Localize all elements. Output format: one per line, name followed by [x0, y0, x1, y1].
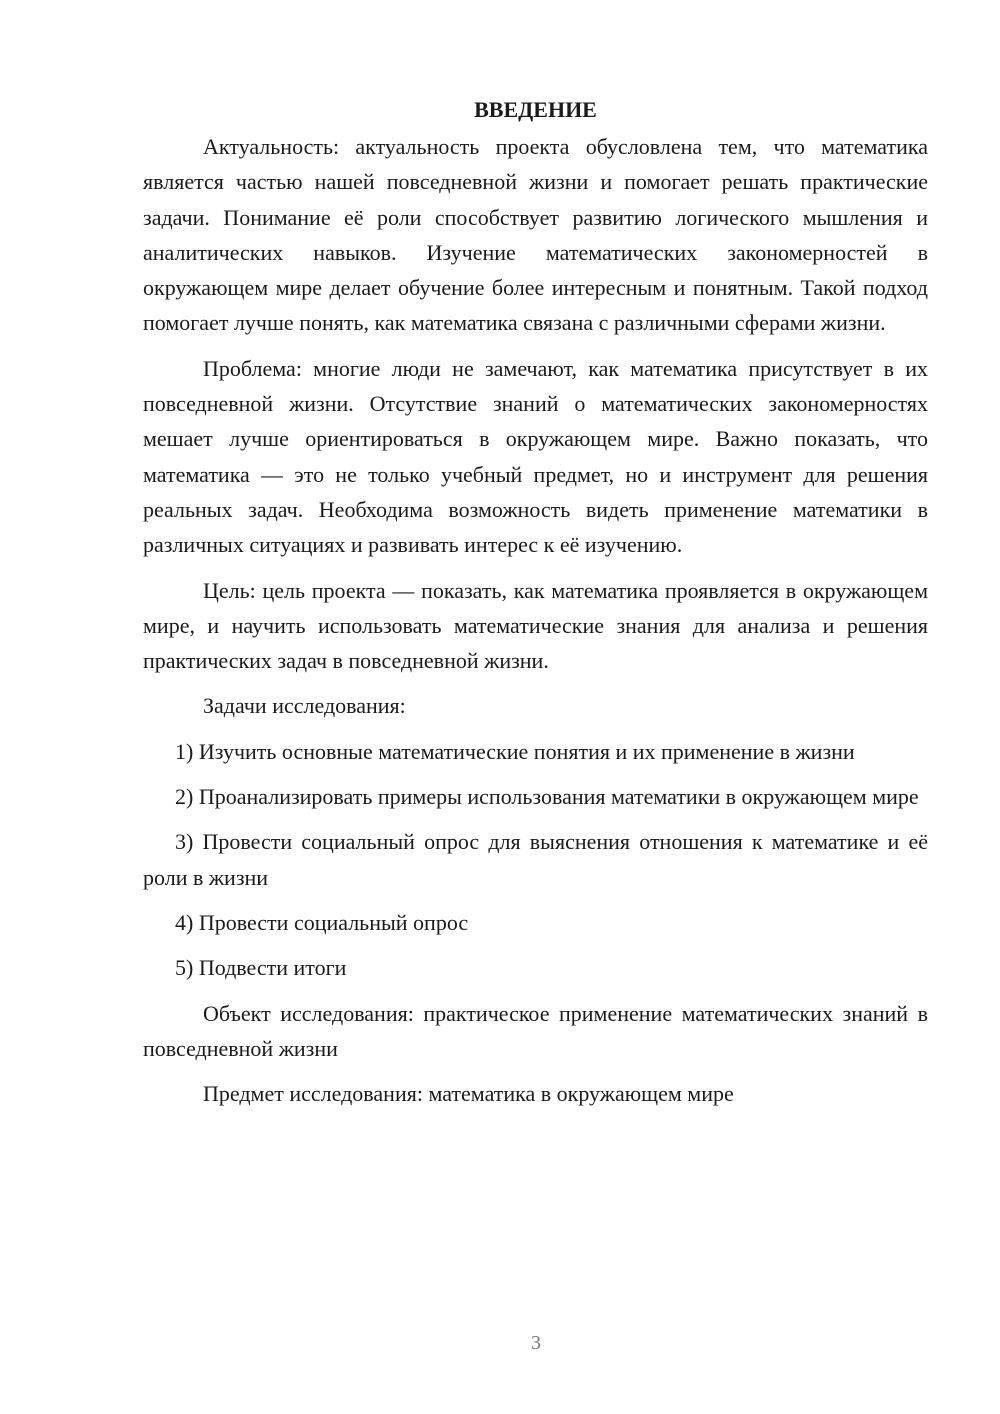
paragraph-subject: Предмет исследования: математика в окружающем мире [203, 1081, 734, 1107]
task-item-3: 3) Провести социальный опрос для выяснения отношения к математике и её роли в жизни [143, 829, 928, 890]
page-number: 3 [531, 1332, 541, 1354]
task-item-5: 5) Подвести итоги [175, 955, 347, 981]
paragraph-relevance: Актуальность: актуальность проекта обусловлена тем, что математика является частью нашей повседневной жизни и помогает решать практические задачи. Понимание её роли способствует развитию логического мышления и аналитических навыков. Изучение математических закономерностей в окружающем мире делает обучение более интересным и понятным. Такой подход помогает лучше понять, как математика связана с различными сферами жизни. [143, 134, 928, 336]
paragraph-object: Объект исследования: практическое применение математических знаний в повседневной жизни [143, 1000, 928, 1061]
task-item-4: 4) Провести социальный опрос [175, 909, 469, 935]
paragraph-goal: Цель: цель проекта — показать, как математика проявляется в окружающем мире, и научить использовать математические знания для анализа и решения практических задач в повседневной жизни. [143, 577, 928, 674]
tasks-heading: Задачи исследования: [203, 693, 406, 719]
task-item-2: 2) Проанализировать примеры использования математики в окружающем мире [175, 784, 919, 810]
section-title: ВВЕДЕНИЕ [474, 97, 597, 122]
paragraph-problem: Проблема: многие люди не замечают, как математика присутствует в их повседневной жизни. Отсутствие знаний о математических закономерностях мешает лучше ориентироваться в окружающем мире. Важно показать, что математика — это не только учебный предмет, но и инструмент для решения реальных задач. Необходима возможность видеть применение математики в различных ситуациях и развивать интерес к её изучению. [143, 355, 928, 558]
task-item-1: 1) Изучить основные математические понятия и их применение в жизни [175, 738, 855, 764]
document-page [143, 92, 928, 1111]
